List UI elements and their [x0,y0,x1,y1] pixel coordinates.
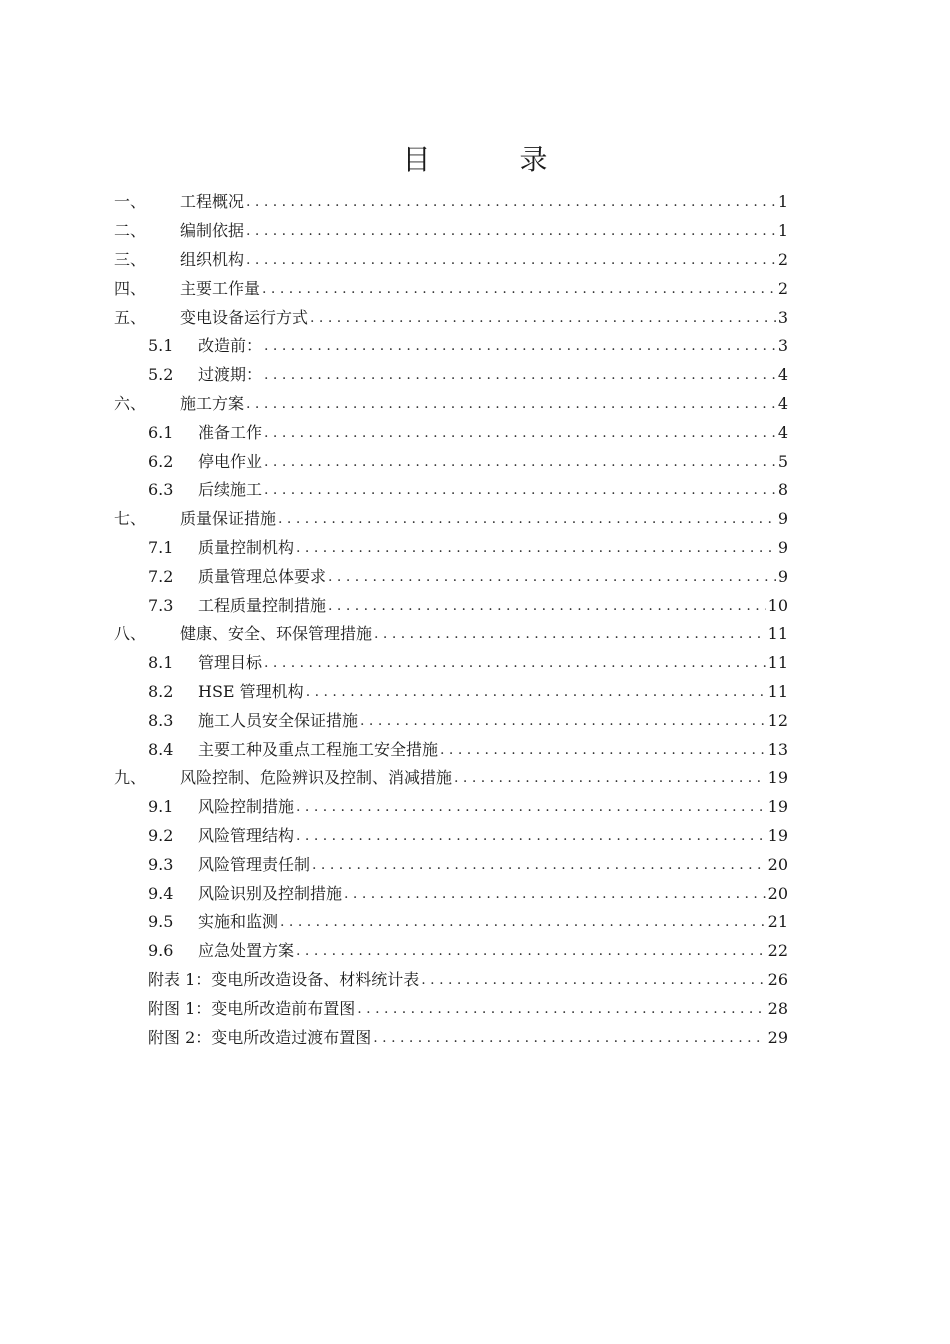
toc-entry[interactable] [114,505,788,534]
toc-entry-title: 施工方案 [180,393,245,413]
toc-leader-dots [264,365,776,385]
toc-entry-title: 停电作业 [198,451,263,471]
toc-entry-page: 11 [767,653,788,673]
toc-entry-page: 26 [767,969,788,989]
toc-entry-number: 八、 [114,624,147,644]
toc-subentry[interactable] [114,649,788,678]
toc-leader-dots [278,509,776,529]
toc-subentry[interactable] [114,418,788,447]
toc-entry-number: 9.6 [148,941,174,961]
toc-leader-dots [296,797,766,817]
toc-leader-dots [264,653,766,673]
toc-leader-dots [296,941,766,961]
toc-leader-dots [373,1028,765,1048]
table-of-contents [114,188,788,1052]
toc-leader-dots [246,192,776,212]
toc-entry-number: 6.2 [148,451,174,471]
toc-entry-title: 工程概况 [180,192,245,212]
toc-entry-page: 20 [767,854,788,874]
toc-subentry[interactable] [114,879,788,908]
toc-entry-page: 22 [767,941,788,961]
toc-leader-dots [357,999,765,1019]
toc-entry-number: 9.5 [148,912,174,932]
toc-entry-title: 健康、安全、环保管理措施 [180,624,373,644]
toc-entry-title: 改造前： [198,336,263,356]
toc-entry-title: 施工人员安全保证措施 [198,710,359,730]
toc-entry[interactable] [114,274,788,303]
toc-subentry[interactable] [114,937,788,966]
toc-entry-title: 主要工种及重点工程施工安全措施 [198,739,439,759]
toc-entry-page: 19 [767,797,788,817]
toc-appendix-entry[interactable] [114,1023,788,1052]
toc-subentry[interactable] [114,562,788,591]
toc-entry-page: 11 [767,624,788,644]
toc-entry-title: 主要工作量 [180,278,261,298]
toc-entry-number: 五、 [114,307,147,327]
toc-entry-title: 质量管理总体要求 [198,566,327,586]
toc-entry[interactable] [114,188,788,217]
toc-entry-page: 4 [777,393,788,413]
toc-entry-title: 风险管理结构 [198,825,295,845]
toc-subentry[interactable] [114,476,788,505]
toc-subentry[interactable] [114,735,788,764]
toc-leader-dots [246,250,776,270]
toc-entry-title: 过渡期： [198,365,263,385]
toc-subentry[interactable] [114,678,788,707]
toc-entry-title: 质量保证措施 [180,509,277,529]
toc-subentry[interactable] [114,706,788,735]
toc-entry-title: 附表 1：变电所改造设备、材料统计表 [148,969,420,989]
toc-entry-page: 20 [767,883,788,903]
toc-leader-dots [360,711,766,731]
toc-entry-page: 21 [767,912,788,932]
toc-entry[interactable] [114,303,788,332]
toc-entry-page: 4 [777,422,788,442]
toc-leader-dots [328,567,776,587]
toc-entry-number: 8.3 [148,710,174,730]
toc-entry-title: 准备工作 [198,422,263,442]
toc-entry-title: 变电设备运行方式 [180,307,309,327]
toc-entry-number: 9.3 [148,854,174,874]
toc-entry-page: 4 [777,365,788,385]
toc-leader-dots [246,394,776,414]
toc-leader-dots [440,740,766,760]
toc-entry-number: 8.4 [148,739,174,759]
toc-entry-page: 19 [767,825,788,845]
toc-entry-number: 5.2 [148,365,174,385]
toc-entry-title: 风险控制措施 [198,797,295,817]
toc-leader-dots [296,826,766,846]
toc-entry-title: 风险管理责任制 [198,854,311,874]
toc-leader-dots [454,768,766,788]
toc-entry-page: 29 [767,1027,788,1047]
toc-leader-dots [374,624,766,644]
toc-leader-dots [262,279,776,299]
toc-entry-title: 后续施工 [198,480,263,500]
toc-entry-title: 组织机构 [180,249,245,269]
toc-subentry[interactable] [114,908,788,937]
toc-subentry[interactable] [114,332,788,361]
toc-subentry[interactable] [114,793,788,822]
toc-leader-dots [421,970,765,990]
toc-appendix-entry[interactable] [114,966,788,995]
toc-entry-number: 7.1 [148,537,174,557]
toc-entry-number: 七、 [114,509,147,529]
toc-entry-number: 9.2 [148,825,174,845]
toc-entry-title: 管理目标 [198,653,263,673]
toc-entry-page: 19 [767,768,788,788]
toc-entry-page: 2 [777,249,788,269]
toc-entry-title: 质量控制机构 [198,537,295,557]
toc-entry-page: 1 [777,192,788,212]
toc-entry-title: 编制依据 [180,221,245,241]
toc-entry[interactable] [114,390,788,419]
toc-entry-page: 8 [777,480,788,500]
toc-entry-number: 一、 [114,192,147,212]
toc-entry-number: 九、 [114,768,147,788]
toc-leader-dots [306,682,766,702]
toc-entry-page: 28 [767,998,788,1018]
toc-entry-number: 7.3 [148,595,174,615]
toc-leader-dots [280,912,766,932]
toc-entry-title: 附图 1：变电所改造前布置图 [148,998,356,1018]
toc-entry-number: 5.1 [148,336,174,356]
toc-entry-number: 三、 [114,249,147,269]
toc-entry-page: 10 [767,595,788,615]
toc-subentry[interactable] [114,361,788,390]
toc-subentry[interactable] [114,850,788,879]
toc-entry-title: 附图 2：变电所改造过渡布置图 [148,1027,372,1047]
toc-entry-page: 13 [767,739,788,759]
toc-entry[interactable] [114,620,788,649]
toc-entry-number: 六、 [114,393,147,413]
toc-subentry[interactable] [114,534,788,563]
toc-entry-number: 二、 [114,221,147,241]
toc-entry-number: 6.3 [148,480,174,500]
toc-leader-dots [344,884,766,904]
toc-leader-dots [264,480,776,500]
toc-leader-dots [310,308,776,328]
toc-leader-dots [246,221,776,241]
toc-entry-number: 9.4 [148,883,174,903]
toc-leader-dots [264,423,776,443]
toc-entry-page: 3 [777,307,788,327]
toc-subentry[interactable] [114,822,788,851]
toc-entry-number: 7.2 [148,566,174,586]
toc-entry-number: 8.1 [148,653,174,673]
toc-entry[interactable] [114,764,788,793]
toc-leader-dots [328,596,766,616]
toc-entry-number: 9.1 [148,797,174,817]
toc-leader-dots [264,336,776,356]
toc-entry-page: 2 [777,278,788,298]
toc-leader-dots [296,538,776,558]
toc-entry-number: 8.2 [148,681,174,701]
toc-entry-title: 工程质量控制措施 [198,595,327,615]
toc-entry-page: 5 [777,451,788,471]
toc-subentry[interactable] [114,591,788,620]
toc-entry-page: 11 [767,681,788,701]
toc-appendix-entry[interactable] [114,994,788,1023]
toc-entry[interactable] [114,246,788,275]
toc-entry-title: 应急处置方案 [198,941,295,961]
toc-entry-title: 风险控制、危险辨识及控制、消减措施 [180,768,453,788]
toc-entry-page: 9 [777,566,788,586]
toc-entry-page: 3 [777,336,788,356]
toc-subentry[interactable] [114,447,788,476]
toc-entry-page: 1 [777,221,788,241]
toc-entry-title: 风险识别及控制措施 [198,883,343,903]
toc-entry-page: 9 [777,509,788,529]
toc-leader-dots [264,452,776,472]
toc-entry-number: 6.1 [148,422,174,442]
toc-entry-page: 12 [767,710,788,730]
toc-entry-title: HSE 管理机构 [198,681,304,701]
page-title: 目 录 [402,143,588,176]
toc-entry-number: 四、 [114,278,147,298]
toc-entry-title: 实施和监测 [198,912,279,932]
toc-leader-dots [312,855,766,875]
toc-entry[interactable] [114,217,788,246]
toc-entry-page: 9 [777,537,788,557]
